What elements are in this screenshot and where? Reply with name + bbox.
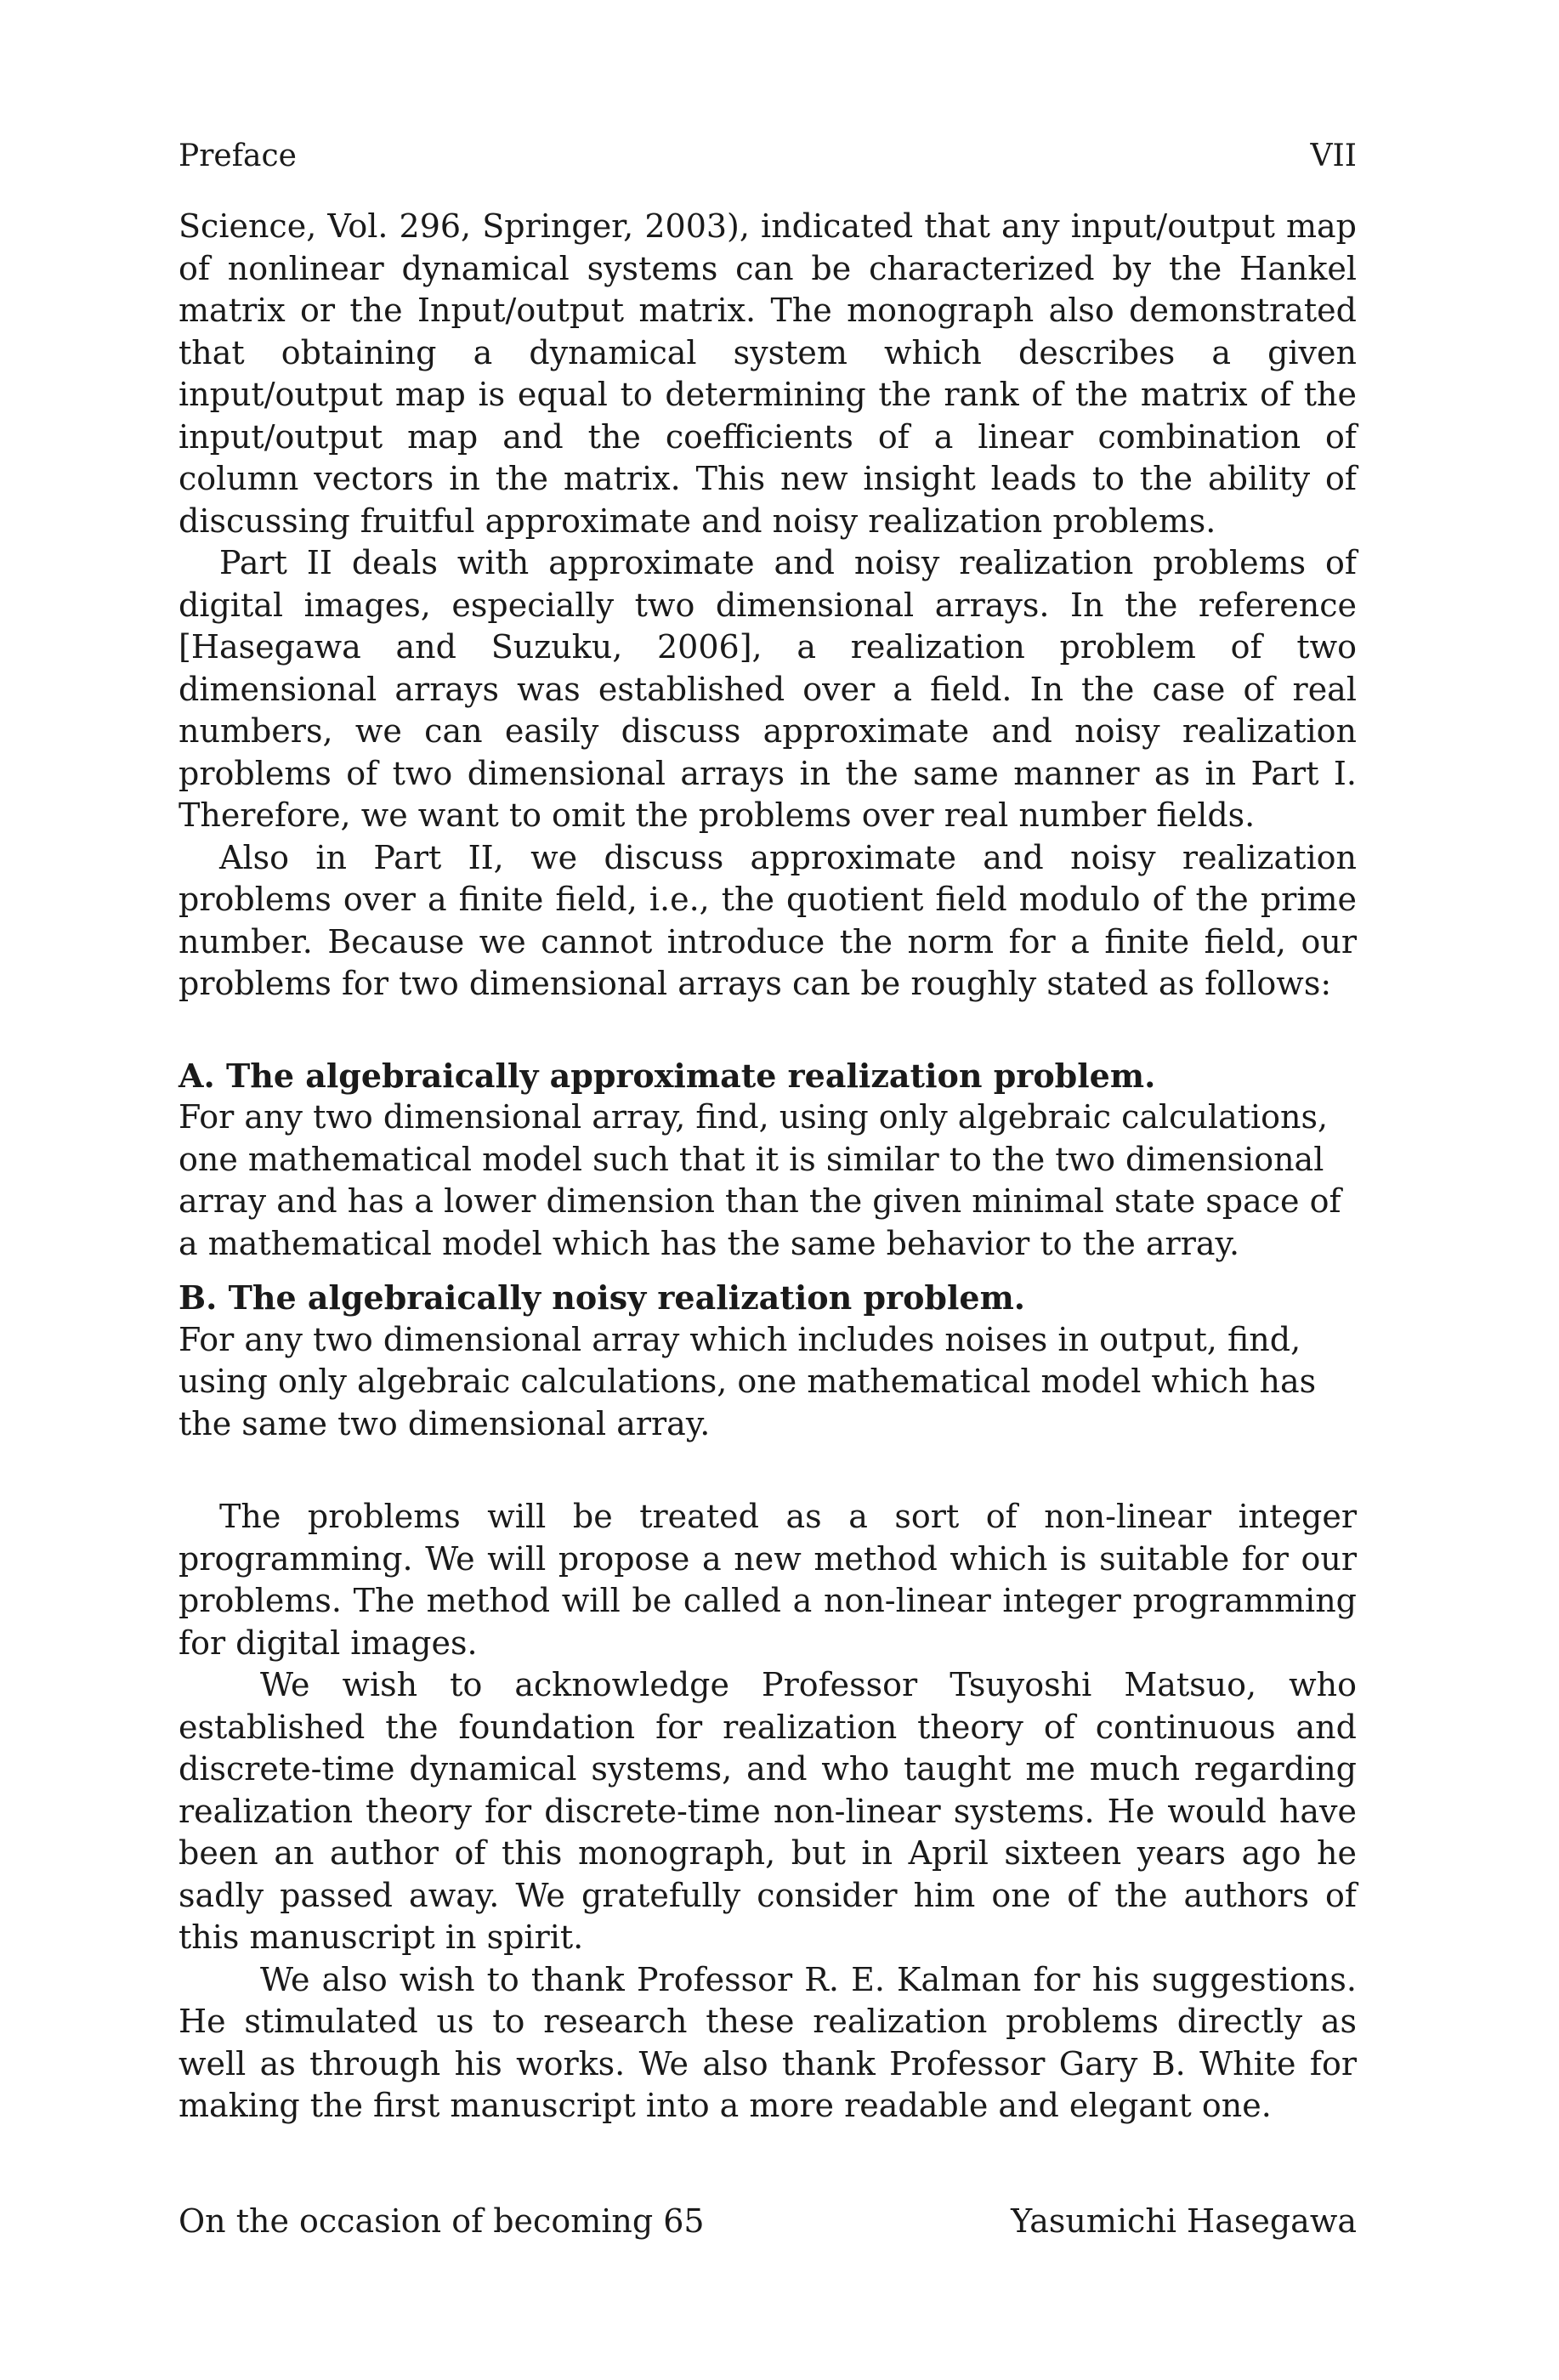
page-number: VII	[1310, 139, 1357, 173]
problem-item	[179, 1277, 1357, 1445]
running-head	[179, 136, 1357, 177]
paragraph: We also wish to thank Professor R. E. Kalman for his suggestions. He stimulated us to research these realization problems directly as well as through his works. We also thank Professor Gary B. White for making the first manuscript into a more readable and elegant one.	[179, 1960, 1357, 2124]
section-title: Preface	[179, 139, 297, 173]
signature-line	[179, 2201, 1357, 2243]
paragraph: We wish to acknowledge Professor Tsuyoshi Matsuo, who established the foundation for realization theory of continuous and discrete-time dynamical systems, and who taught me much regarding realization theory for discrete-time non-linear systems. He would have been an author of this monograph, but in April sixteen years ago he sadly passed away. We gratefully consider him one of the authors of this manuscript in spirit.	[179, 1666, 1357, 1956]
paragraph: Also in Part II, we discuss approximate and noisy realization problems over a finite field, i.e., the quotient field modulo of the prime number. Because we cannot introduce the norm for a finite field, our problems for two dimensional arrays can be roughly stated as follows:	[179, 838, 1357, 1002]
paragraph: Part II deals with approximate and noisy realization problems of digital images, especially two dimensional arrays. In the reference [Hasegawa and Suzuku, 2006], a realization problem of two dimensional arrays was established over a field. In the case of real numbers, we can easily discuss approximate and noisy realization problems of two dimensional arrays in the same manner as in Part I. Therefore, we want to omit the problems over real number fields.	[179, 544, 1357, 834]
problem-heading: B. The algebraically noisy realization problem.	[179, 1278, 1026, 1317]
problem-description: For any two dimensional array, find, using only algebraic calculations, one mathematical model such that it is similar to the two dimensional array and has a lower dimension than the given minimal state space of a mathematical model which has the same behavior to the array.	[179, 1098, 1341, 1262]
problem-item	[179, 1055, 1357, 1266]
author-name: Yasumichi Hasegawa	[1011, 2202, 1357, 2240]
problem-list	[179, 1055, 1357, 1446]
problem-heading: A. The algebraically approximate realization problem.	[179, 1056, 1156, 1095]
problem-description: For any two dimensional array which includes noises in output, find, using only algebraic calculations, one mathematical model which has the same two dimensional array.	[179, 1320, 1317, 1442]
page	[179, 136, 1357, 2242]
paragraph: The problems will be treated as a sort of non-linear integer programming. We will propose a new method which is suitable for our problems. The method will be called a non-linear integer programming for digital images.	[179, 1498, 1357, 1662]
paragraph: Science, Vol. 296, Springer, 2003), indicated that any input/output map of nonlinear dynamical systems can be characterized by the Hankel matrix or the Input/output matrix. The monograph also demonstrated that obtaining a dynamical system which describes a given input/output map is equal to determining the rank of the matrix of the input/output map and the coefficients of a linear combination of column vectors in the matrix. This new insight leads to the ability of discussing fruitful approximate and noisy realization problems.	[179, 207, 1357, 540]
occasion-text: On the occasion of becoming 65	[179, 2202, 705, 2240]
